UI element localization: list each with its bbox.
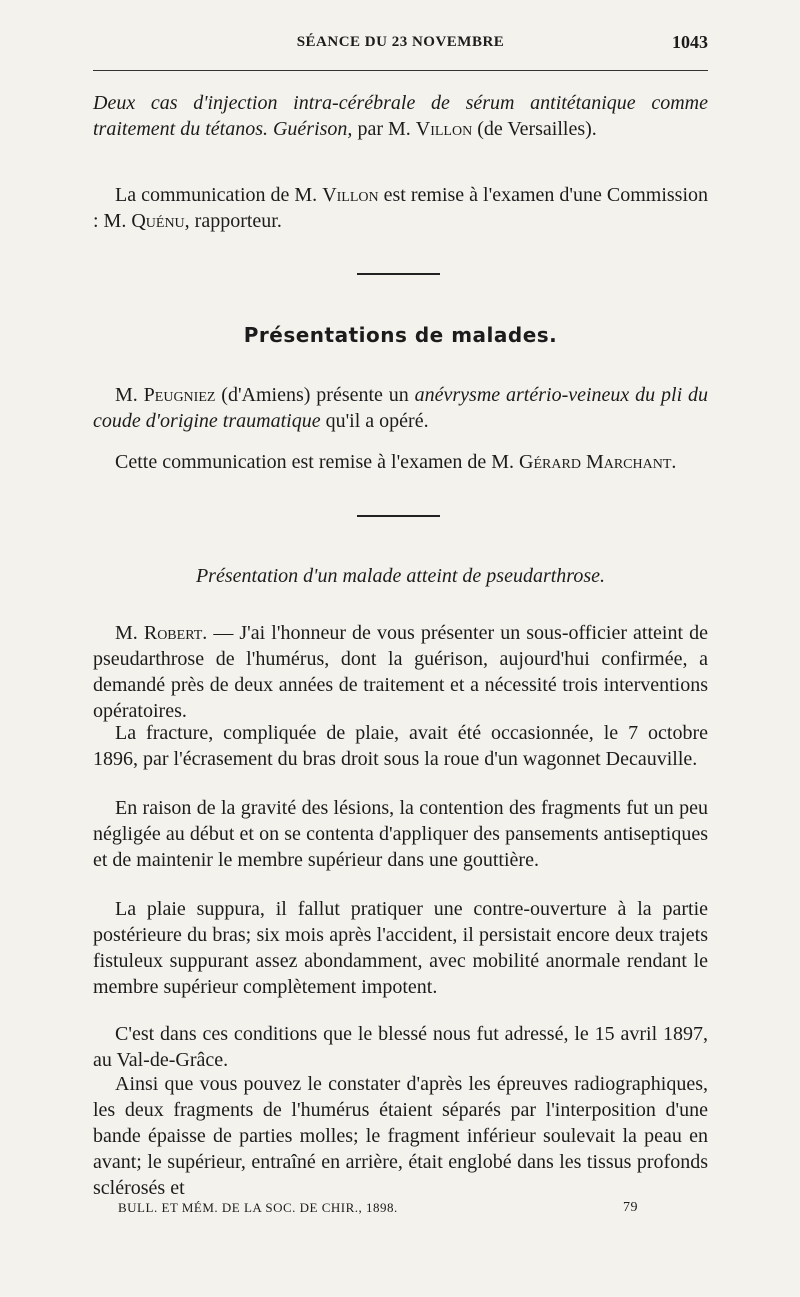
section-title: Présentations de malades. bbox=[243, 323, 558, 347]
text-span: Cette communication est remise à l'examen de M. bbox=[115, 451, 520, 473]
paragraph-communication-title bbox=[93, 90, 708, 142]
text-span: (d'Amiens) présente un bbox=[215, 384, 415, 406]
referee-name: Gérard Marchant bbox=[519, 451, 672, 473]
paragraph-contention: En raison de la gravité des lésions, la contention des fragments fut un peu négligée au début et on se contenta d'appliquer des pansements antiseptiques et de maintenir le membre supérieur dans une gouttière. bbox=[93, 797, 708, 871]
text-span: La communication de M. bbox=[115, 184, 323, 206]
author-name: Peugniez bbox=[143, 384, 216, 406]
paragraph-suppuration: La plaie suppura, il fallut pratiquer une contre-ouverture à la partie postérieure du bras; six mois après l'accident, il persistait encore deux trajets fistuleux suppurant assez abondamment, avec mobilité anormale rendant le membre supérieur complètement impotent. bbox=[93, 898, 708, 998]
paragraph-radiography: Ainsi que vous pouvez le constater d'après les épreuves radiographiques, les deux fragments de l'humérus étaient séparés par l'interposition d'une bande épaisse de parties molles; le fragment inférieur soulevait la peau en avant; le supérieur, entraîné en arrière, était englobé dans les tissus profonds sclérosés et bbox=[93, 1073, 708, 1199]
running-title: SÉANCE DU 23 NOVEMBRE bbox=[296, 34, 505, 50]
paragraph-admission: C'est dans ces conditions que le blessé nous fut adressé, le 15 avril 1897, au Val-de-Grâce. bbox=[93, 1023, 708, 1071]
subsection-title: Présentation d'un malade atteint de pseudarthrose. bbox=[195, 565, 606, 587]
text-span: . — J'ai l'honneur de vous présenter un sous-officier atteint de pseudarthrose de l'humérus, dont la guérison, aujourd'hui confirmée, a demandé près de deux années de traitement et a nécessité trois interventions opératoires. bbox=[93, 622, 708, 722]
paragraph-referral bbox=[93, 449, 708, 475]
page-number: 1043 bbox=[672, 32, 708, 52]
author-name: Villon bbox=[322, 184, 379, 206]
text-span: , rapporteur. bbox=[184, 210, 282, 232]
text-span: qu'il a opéré. bbox=[320, 410, 429, 432]
page-footer bbox=[118, 1200, 638, 1220]
text-span: M. bbox=[115, 384, 144, 406]
text-span: . bbox=[671, 451, 677, 473]
italic-span: anévrysme artério-veineux du pli du coude d'origine traumatique bbox=[93, 384, 708, 432]
text-span: (de Versailles). bbox=[472, 118, 597, 140]
rapporteur-name: Quénu bbox=[131, 210, 185, 232]
text-span: est remise à l'examen d'une Commission : M. bbox=[93, 184, 708, 232]
paragraph-commission bbox=[93, 182, 708, 234]
paragraph-peugniez bbox=[93, 382, 708, 434]
header-rule bbox=[93, 70, 708, 71]
author-name: Robert bbox=[143, 622, 203, 644]
section-divider bbox=[357, 515, 440, 517]
section-divider bbox=[357, 273, 440, 275]
text-span: par M. bbox=[352, 118, 416, 140]
paragraph-fracture: La fracture, compliquée de plaie, avait été occasionnée, le 7 octobre 1896, par l'écrasement du bras droit sous la roue d'un wagonnet Decauville. bbox=[93, 722, 708, 770]
text-span: M. bbox=[115, 622, 144, 644]
communication-title-italic: Deux cas d'injection intra-cérébrale de sérum antitétanique comme traitement du tétanos. Guérison, bbox=[93, 92, 708, 140]
page-header bbox=[93, 34, 708, 58]
paragraph-robert bbox=[93, 620, 708, 724]
author-name: Villon bbox=[415, 118, 473, 140]
footer-citation: BULL. ET MÉM. DE LA SOC. DE CHIR., 1898. bbox=[118, 1200, 398, 1215]
signature-number: 79 bbox=[623, 1200, 638, 1215]
